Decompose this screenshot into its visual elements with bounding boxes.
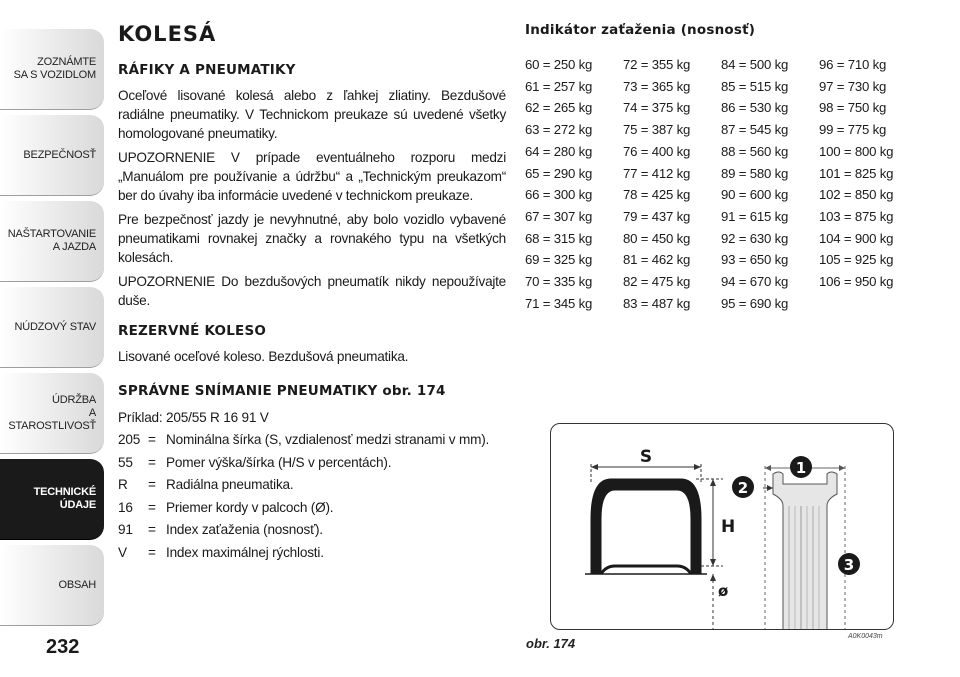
tyre-figure bbox=[550, 423, 894, 630]
load-index-cell: 70 = 335 kg bbox=[525, 274, 593, 290]
load-index-cell: 97 = 730 kg bbox=[819, 78, 887, 94]
load-index-cell: 83 = 487 kg bbox=[623, 295, 691, 311]
definition-text: Radiálna pneumatika. bbox=[166, 477, 294, 492]
definition-code: V bbox=[118, 544, 127, 560]
load-index-column bbox=[525, 54, 623, 314]
height-dimension bbox=[696, 479, 735, 629]
definition-row bbox=[118, 452, 506, 475]
page-title: KOLESÁ bbox=[118, 22, 217, 46]
definition-eq: = bbox=[148, 432, 156, 447]
load-index-cell: 80 = 450 kg bbox=[623, 230, 691, 246]
tab-nastartovanie-a-jazda[interactable] bbox=[0, 200, 104, 282]
load-index-cell: 93 = 650 kg bbox=[721, 252, 789, 268]
tab-label: BEZPEČNOSŤ bbox=[23, 148, 96, 161]
definition-row bbox=[118, 429, 506, 452]
load-index-cell: 82 = 475 kg bbox=[623, 274, 691, 290]
definition-code: 16 bbox=[118, 499, 133, 515]
definition-eq: = bbox=[148, 544, 156, 560]
load-index-cell: 72 = 355 kg bbox=[623, 57, 691, 72]
load-index-title: Indikátor zaťaženia (nosnosť) bbox=[525, 22, 756, 38]
label-diameter: ø bbox=[718, 582, 729, 600]
load-index-cell: 77 = 412 kg bbox=[623, 165, 691, 181]
load-index-cell: 99 = 775 kg bbox=[819, 122, 887, 138]
tyre-example: Príklad: 205/55 R 16 91 V bbox=[118, 410, 269, 425]
load-index-cell: 101 = 825 kg bbox=[819, 165, 894, 181]
definition-code: R bbox=[118, 477, 128, 492]
tab-udrzba-a-starostlivost[interactable] bbox=[0, 372, 104, 454]
definition-text: Index maximálnej rýchlosti. bbox=[166, 544, 324, 560]
callout-number: 2 bbox=[737, 479, 749, 497]
load-index-cell: 73 = 365 kg bbox=[623, 78, 691, 94]
callout-1 bbox=[790, 456, 812, 478]
definition-row bbox=[118, 542, 506, 565]
load-index-column bbox=[819, 54, 917, 314]
load-index-cell: 86 = 530 kg bbox=[721, 100, 789, 116]
load-index-cell: 88 = 560 kg bbox=[721, 143, 789, 159]
load-index-cell: 98 = 750 kg bbox=[819, 100, 887, 116]
definition-text: Priemer kordy v palcoch (Ø). bbox=[166, 499, 334, 515]
page-number: 232 bbox=[46, 636, 80, 658]
load-index-cell: 106 = 950 kg bbox=[819, 274, 894, 290]
label-h: H bbox=[721, 517, 736, 537]
load-index-cell: 81 = 462 kg bbox=[623, 252, 691, 268]
load-index-cell: 78 = 425 kg bbox=[623, 187, 691, 203]
definition-code: 91 bbox=[118, 522, 133, 537]
left-column bbox=[118, 22, 506, 564]
paragraph: UPOZORNENIE Do bezdušových pneumatík nikdy nepoužívajte duše. bbox=[118, 274, 506, 308]
load-index-cell: 90 = 600 kg bbox=[721, 187, 789, 203]
section-heading-spare: REZERVNÉ KOLESO bbox=[118, 323, 267, 339]
load-index-cell: 92 = 630 kg bbox=[721, 230, 789, 246]
load-index-cell: 84 = 500 kg bbox=[721, 57, 789, 72]
width-dimension bbox=[591, 447, 701, 482]
tab-nudzovy-stav[interactable] bbox=[0, 286, 104, 368]
tab-label: OBSAH bbox=[58, 578, 96, 591]
paragraph: Pre bezpečnosť jazdy je nevyhnutné, aby bolo vozidlo vybavené pneumatikami rovnakej značky a rovnakého typu na všetkých kolesách. bbox=[118, 212, 506, 265]
tab-obsah[interactable] bbox=[0, 544, 104, 626]
definition-row bbox=[118, 474, 506, 497]
load-index-cell: 65 = 290 kg bbox=[525, 165, 593, 181]
load-index-cell: 87 = 545 kg bbox=[721, 122, 789, 138]
chapter-sidebar bbox=[0, 0, 106, 677]
definition-code: 55 bbox=[118, 454, 133, 470]
definition-code: 205 bbox=[118, 432, 141, 447]
definition-eq: = bbox=[148, 522, 156, 537]
label-s: S bbox=[639, 447, 653, 467]
definition-eq: = bbox=[148, 477, 156, 492]
load-index-cell: 91 = 615 kg bbox=[721, 208, 789, 224]
definition-row bbox=[118, 519, 506, 542]
definition-row bbox=[118, 497, 506, 520]
callout-number: 1 bbox=[795, 459, 807, 477]
definition-text: Pomer výška/šírka (H/S v percentách). bbox=[166, 454, 392, 470]
load-index-cell: 94 = 670 kg bbox=[721, 274, 789, 290]
definition-eq: = bbox=[148, 454, 156, 470]
load-index-column bbox=[721, 54, 819, 314]
tyre-diagram bbox=[551, 424, 894, 630]
load-index-cell: 63 = 272 kg bbox=[525, 122, 593, 138]
load-index-cell: 64 = 280 kg bbox=[525, 143, 593, 159]
paragraph: UPOZORNENIE V prípade eventuálneho rozporu medzi „Manuálom pre používanie a údržbu“ a „Technickým preukazom“ ber do úvahy iba informácie uvedené v technickom preukaze. bbox=[118, 150, 506, 203]
load-index-cell: 85 = 515 kg bbox=[721, 78, 789, 94]
load-index-cell: 60 = 250 kg bbox=[525, 57, 593, 72]
tab-label: NÚDZOVÝ STAV bbox=[14, 320, 96, 333]
tyre-cross-section bbox=[585, 479, 707, 574]
callout-number: 3 bbox=[843, 556, 855, 574]
load-index-cell: 79 = 437 kg bbox=[623, 208, 691, 224]
callout-3 bbox=[838, 553, 860, 575]
figure-caption: obr. 174 bbox=[526, 636, 576, 651]
tab-zoznamte-sa-s-vozidlom[interactable] bbox=[0, 28, 104, 110]
load-index-cell: 103 = 875 kg bbox=[819, 208, 894, 224]
load-index-cell: 67 = 307 kg bbox=[525, 208, 593, 224]
load-index-cell: 71 = 345 kg bbox=[525, 295, 593, 311]
load-index-cell: 104 = 900 kg bbox=[819, 230, 894, 246]
load-index-cell: 66 = 300 kg bbox=[525, 187, 593, 203]
load-index-cell: 102 = 850 kg bbox=[819, 187, 894, 203]
definition-list bbox=[118, 429, 506, 564]
definition-text: Nominálna šírka (S, vzdialenosť medzi stranami v mm). bbox=[166, 432, 490, 447]
load-index-cell: 62 = 265 kg bbox=[525, 100, 593, 116]
load-index-cell: 89 = 580 kg bbox=[721, 165, 789, 181]
rim-illustration bbox=[763, 465, 845, 630]
definition-eq: = bbox=[148, 499, 156, 515]
load-index-column bbox=[623, 54, 721, 314]
definition-text: Index zaťaženia (nosnosť). bbox=[166, 522, 323, 537]
tab-label: ÚDRŽBA A STAROSTLIVOSŤ bbox=[8, 393, 96, 432]
load-index-cell: 105 = 925 kg bbox=[819, 252, 894, 268]
load-index-cell: 74 = 375 kg bbox=[623, 100, 691, 116]
tab-label: NAŠTARTOVANIE A JAZDA bbox=[7, 228, 96, 253]
load-index-cell: 100 = 800 kg bbox=[819, 143, 894, 159]
tab-bezpecnost[interactable] bbox=[0, 114, 104, 196]
load-index-cell: 61 = 257 kg bbox=[525, 78, 593, 94]
load-index-cell: 69 = 325 kg bbox=[525, 252, 593, 268]
load-index-cell: 68 = 315 kg bbox=[525, 230, 593, 246]
tab-label: TECHNICKÉ ÚDAJE bbox=[33, 486, 96, 511]
tab-technicke-udaje[interactable] bbox=[0, 458, 104, 540]
load-index-cell: 75 = 387 kg bbox=[623, 122, 691, 138]
callout-2 bbox=[732, 476, 754, 498]
right-column bbox=[525, 22, 925, 314]
load-index-cell: 95 = 690 kg bbox=[721, 295, 789, 311]
load-index-cell: 76 = 400 kg bbox=[623, 143, 691, 159]
load-index-table bbox=[525, 54, 925, 314]
section-heading-reading: SPRÁVNE SNÍMANIE PNEUMATIKY obr. 174 bbox=[118, 383, 446, 399]
load-index-cell: 96 = 710 kg bbox=[819, 57, 887, 72]
tab-label: ZOZNÁMTE SA S VOZIDLOM bbox=[13, 56, 96, 81]
paragraph: Lisované oceľové koleso. Bezdušová pneumatika. bbox=[118, 349, 409, 364]
section-heading-rims: RÁFIKY A PNEUMATIKY bbox=[118, 62, 296, 78]
paragraph: Oceľové lisované kolesá alebo z ľahkej zliatiny. Bezdušové radiálne pneumatiky. V Technickom preukaze sú uvedené všetky homologované pneumatiky. bbox=[118, 88, 506, 141]
figure-code: A0K0043m bbox=[848, 633, 883, 640]
